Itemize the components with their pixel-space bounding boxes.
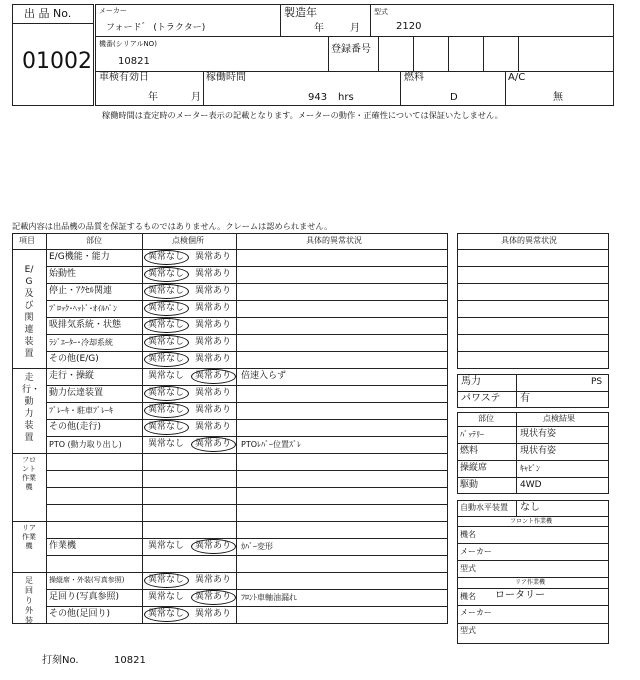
horsepower-unit: PS <box>591 377 603 387</box>
month-unit: 月 <box>350 23 360 34</box>
detail-text: 倍速入らず <box>241 371 287 381</box>
hours-label: 稼働時間 <box>206 72 246 83</box>
part-label: 動力伝達装置 <box>49 388 104 398</box>
hours-unit: hrs <box>338 92 354 103</box>
status-abnormal[interactable]: 異常あり <box>195 609 232 619</box>
rear-name-value: ロータリー <box>495 590 545 601</box>
power-steering-value: 有 <box>520 393 530 404</box>
maker-label: メーカー <box>99 7 127 15</box>
circle-mark <box>191 369 236 384</box>
status-abnormal[interactable]: 異常あり <box>195 269 232 279</box>
stamp-label: 打刻No. <box>42 655 79 666</box>
circle-mark <box>144 267 189 282</box>
section-label-front: フロント作業機 <box>22 456 36 491</box>
status-normal[interactable]: 異常なし <box>148 422 185 432</box>
ac-label: A/C <box>508 72 526 83</box>
header-part: 部位 <box>86 236 102 245</box>
check-part: 駆動 <box>460 480 479 490</box>
status-abnormal[interactable]: 異常あり <box>195 286 232 296</box>
status-abnormal[interactable]: 異常あり <box>195 320 232 330</box>
circle-mark <box>144 301 189 316</box>
status-normal[interactable]: 異常なし <box>148 320 185 330</box>
part-label: 足回り(写真参照) <box>49 592 120 602</box>
part-label: E/G機能・能力 <box>49 252 110 262</box>
status-abnormal[interactable]: 異常あり <box>195 592 232 602</box>
inspection-label: 車検有効日 <box>99 72 149 83</box>
part-label: 始動性 <box>49 269 77 279</box>
year-unit: 年 <box>314 23 324 34</box>
maker-value: フォード゛ (トラクター) <box>106 23 206 33</box>
part-label: ﾌﾞﾛｯｸ･ﾍｯﾄﾞ･ｵｲﾙﾊﾟﾝ <box>49 304 117 313</box>
front-name-label: 機名 <box>460 530 476 539</box>
circle-mark <box>144 573 189 588</box>
serial-value: 10821 <box>118 56 150 67</box>
status-normal[interactable]: 異常なし <box>148 371 185 381</box>
header-check: 点検個所 <box>172 236 204 245</box>
status-abnormal[interactable]: 異常あり <box>195 388 232 398</box>
status-normal[interactable]: 異常なし <box>148 269 185 279</box>
part-label: その他(E/G) <box>49 354 99 364</box>
header-detail: 具体的異常状況 <box>306 236 362 245</box>
rear-model-label: 型式 <box>460 626 476 635</box>
stamp-value: 10821 <box>114 655 146 666</box>
part-label: 吸排気系統・状態 <box>49 320 122 330</box>
status-abnormal[interactable]: 異常あり <box>195 541 232 551</box>
status-abnormal[interactable]: 異常あり <box>195 303 232 313</box>
registration-label: 登録番号 <box>331 44 371 55</box>
circle-mark <box>144 318 189 333</box>
rear-model-row <box>457 622 609 644</box>
circle-mark <box>191 590 236 605</box>
front-maker-label: メーカー <box>460 547 492 556</box>
part-label: 作業機 <box>49 541 77 551</box>
front-implement-title: フロント作業機 <box>510 518 553 525</box>
status-normal[interactable]: 異常なし <box>148 405 185 415</box>
status-abnormal[interactable]: 異常あり <box>195 422 232 432</box>
part-label: 停止・ｱｸｾﾙ関連 <box>49 286 113 296</box>
rear-implement-title: リア作業機 <box>515 579 546 586</box>
hours-note: 稼働時間は査定時のメーター表示の記載となります。メーターの動作・正確性については保証いたしません。 <box>102 110 503 120</box>
status-normal[interactable]: 異常なし <box>148 609 185 619</box>
status-abnormal[interactable]: 異常あり <box>195 575 232 585</box>
status-normal[interactable]: 異常なし <box>148 303 185 313</box>
check-result: 現状有姿 <box>520 446 557 456</box>
detail-header: 具体的異常状況 <box>501 236 557 245</box>
result-header: 点検結果 <box>543 414 575 423</box>
detail-text: PTOﾚﾊﾞｰ位置ｽﾞﾚ <box>241 440 302 449</box>
circle-mark <box>144 607 189 622</box>
circle-mark <box>144 335 189 350</box>
status-normal[interactable]: 異常なし <box>148 286 185 296</box>
fuel-value: D <box>450 92 458 103</box>
horsepower-label: 馬力 <box>461 376 481 387</box>
auto-level-label: 自動水平装置 <box>460 503 508 512</box>
part-header: 部位 <box>478 414 494 423</box>
status-normal[interactable]: 異常なし <box>148 354 185 364</box>
status-abnormal[interactable]: 異常あり <box>195 371 232 381</box>
ac-value: 無 <box>553 92 563 103</box>
status-normal[interactable]: 異常なし <box>148 337 185 347</box>
part-label: ﾌﾞﾚｰｷ・駐車ﾌﾞﾚｰｷ <box>49 406 113 415</box>
year-label: 製造年 <box>284 6 317 19</box>
lot-label: 出 品 No. <box>24 7 72 20</box>
rear-name-label: 機名 <box>460 592 476 601</box>
header-item: 項目 <box>19 236 35 245</box>
part-label: 操縦席・外装(写真参照) <box>49 576 125 584</box>
status-normal[interactable]: 異常なし <box>148 541 185 551</box>
circle-mark <box>191 437 236 452</box>
auto-level-value: なし <box>520 502 540 513</box>
part-label: ﾗｼﾞｴｰﾀｰ･冷却系統 <box>49 338 113 347</box>
power-steering-label: パワステ <box>461 393 501 404</box>
status-abnormal[interactable]: 異常あり <box>195 405 232 415</box>
circle-mark <box>191 539 236 554</box>
check-result: ｷｬﾋﾞﾝ <box>520 464 540 473</box>
quality-note: 記載内容は出品機の品質を保証するものではありません。クレームは認められません。 <box>12 221 333 231</box>
front-model-label: 型式 <box>460 564 476 573</box>
section-label-drive: 走行・動力装置 <box>22 373 41 443</box>
part-label: その他(走行) <box>49 422 102 432</box>
serial-label: 機番(シリアルNO) <box>99 40 157 48</box>
check-part: ﾊﾞｯﾃﾘｰ <box>460 430 484 439</box>
detail-box <box>457 233 609 369</box>
status-normal[interactable]: 異常なし <box>148 592 185 602</box>
status-abnormal[interactable]: 異常あり <box>195 354 232 364</box>
circle-mark <box>144 386 189 401</box>
lot-number: 01002 <box>22 49 92 74</box>
status-normal[interactable]: 異常なし <box>148 252 185 262</box>
inspection-year-unit: 年 <box>148 92 158 103</box>
circle-mark <box>144 403 189 418</box>
detail-text: ﾌﾛﾝﾄ車軸油漏れ <box>241 593 297 602</box>
status-normal[interactable]: 異常なし <box>148 575 185 585</box>
model-label: 型式 <box>374 8 388 16</box>
detail-text: ｶﾊﾞｰ変形 <box>241 542 273 551</box>
circle-mark <box>144 420 189 435</box>
circle-mark <box>144 352 189 367</box>
check-result: 4WD <box>520 480 542 490</box>
status-normal[interactable]: 異常なし <box>148 388 185 398</box>
fuel-label: 燃料 <box>404 72 424 83</box>
hours-value: 943 <box>308 92 328 103</box>
check-part: 燃料 <box>460 446 479 456</box>
part-label: PTO (動力取り出し) <box>49 440 122 449</box>
inspection-month-unit: 月 <box>191 92 201 103</box>
rear-maker-label: メーカー <box>460 608 492 617</box>
section-label-undercarriage: 足回り外装 <box>25 576 33 625</box>
section-label-engine: E/G及び関連装置 <box>24 265 34 359</box>
status-abnormal[interactable]: 異常あり <box>195 439 232 449</box>
part-label: 走行・操縦 <box>49 371 95 381</box>
part-label: その他(足回り) <box>49 609 111 619</box>
status-abnormal[interactable]: 異常あり <box>195 337 232 347</box>
circle-mark <box>144 250 189 265</box>
check-part: 操縦席 <box>460 463 488 473</box>
spec-box <box>95 4 614 106</box>
status-normal[interactable]: 異常なし <box>148 439 185 449</box>
circle-mark <box>144 284 189 299</box>
section-label-rear: リア作業機 <box>22 524 36 550</box>
status-abnormal[interactable]: 異常あり <box>195 252 232 262</box>
model-value: 2120 <box>396 21 422 32</box>
check-result: 現状有姿 <box>520 429 557 439</box>
